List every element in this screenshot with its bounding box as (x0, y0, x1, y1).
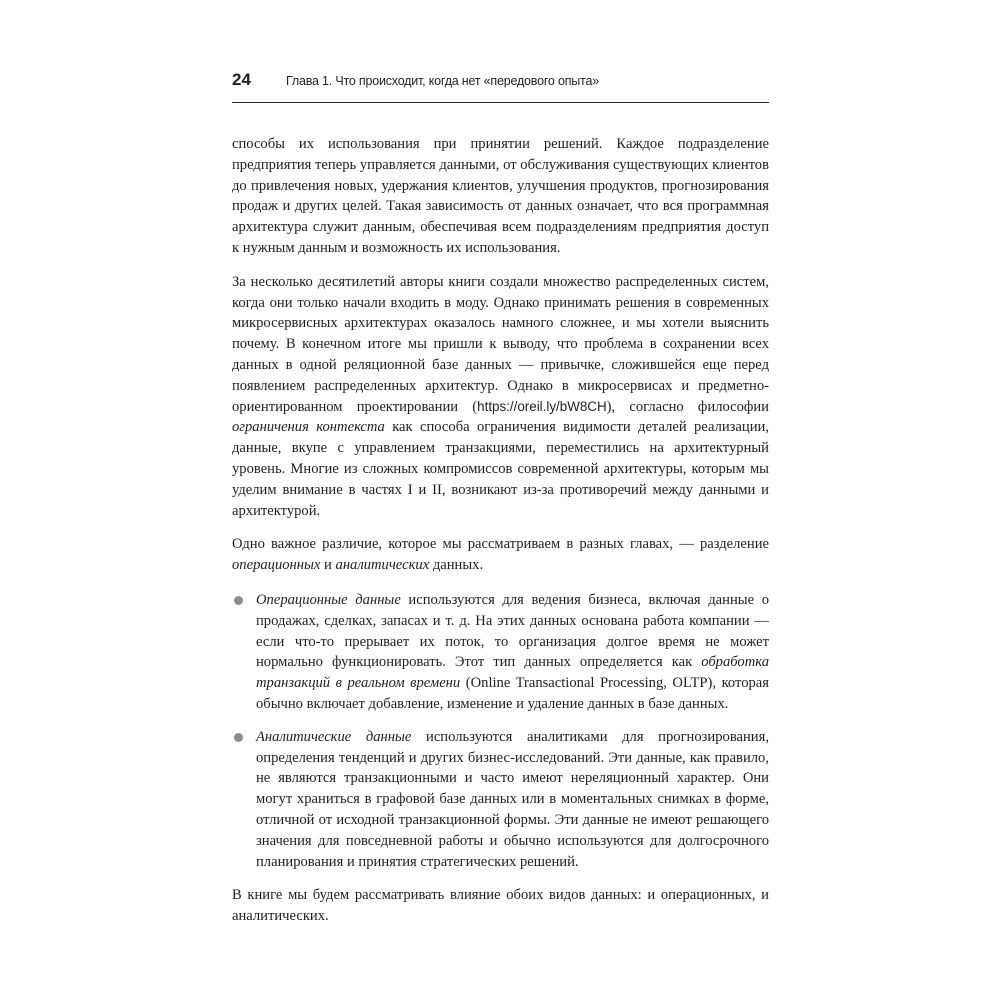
term-bounded-context: ограничения контекста (232, 419, 385, 436)
paragraph-4: В книге мы будем рассматривать влияние обоих видов данных: и операционных, и аналитических. (232, 887, 769, 925)
reference-link[interactable]: https://oreil.ly/bW8CH (477, 398, 607, 414)
term-analytical: аналитических (335, 557, 430, 574)
bullet-text: (Online Transactional Processing, OLTP), которая обычно включает добавление, изменение и удаление данных в базе данных. (256, 675, 769, 712)
page-number: 24 (232, 70, 251, 89)
paragraph-3-text-c: данных. (429, 557, 484, 574)
bullet-dot-icon (234, 733, 243, 742)
bullet-item-operational (232, 590, 769, 715)
term-operational: операционных (232, 557, 321, 574)
paragraph-3 (232, 534, 769, 576)
paragraph-2 (232, 272, 769, 522)
term-oltp: обработка транзакций в реальном времени (256, 654, 769, 692)
bullet-term: Аналитические данные (256, 728, 412, 745)
paragraph-1: способы их использования при принятии решений. Каждое подразделение предприятия теперь управляется данными, от обслуживания существующих клиентов до привлечения новых, удержания клиентов, улучшения продуктов, прогнозирования продаж и других целей. Такая зависимость от данных означает, что вся программная архитектура служит данным, обеспечивая всем подразделениям предприятия доступ к нужным данным и возможность их использования. (232, 136, 769, 256)
paragraph-2-text-b: ), согласно философии (606, 398, 769, 415)
body-text (232, 134, 769, 927)
running-head (232, 70, 769, 103)
bullet-text: используются аналитиками для прогнозирования, определения тенденций и других бизнес-исследований. Эти данные, как правило, не являются транзакционными и часто имеют нереляционный характер. Они могут храниться в графовой базе данных или в моментальных снимках в форме, отличной от исходной транзакционной формы. Эти данные не имеют решающего значения для повседневной работы и обычно используются для долгосрочного планирования и принятия стратегических решений. (256, 728, 769, 870)
bullet-dot-icon (234, 596, 243, 605)
paragraph-3-text-a: Одно важное различие, которое мы рассматриваем в разных главах, — разделение (232, 536, 769, 553)
bullet-list (232, 590, 769, 872)
bullet-item-analytical (232, 727, 769, 873)
chapter-title: Глава 1. Что происходит, когда нет «передового опыта» (286, 74, 599, 88)
paragraph-2-text-c: как способа ограничения видимости деталей реализации, данные, вкупе с управлением транзакциями, переместились на архитектурный уровень. Многие из сложных компромиссов современной архитектуры, которым мы уделим внимание в частях I и II, возникают из-за противоречий между данными и архитектурой. (232, 419, 769, 519)
book-page (232, 70, 769, 940)
bullet-text: используются для ведения бизнеса, включая данные о продажах, сделках, запасах и т. д. На этих данных основана работа компании — если что-то прерывает их поток, то организация долгое время не может нормально функционировать. Этот тип данных определяется как (256, 591, 769, 671)
paragraph-2-text-a: За несколько десятилетий авторы книги создали множество распределенных систем, когда они только начали входить в моду. Однако принимать решения в современных микросервисных архитектурах оказалось намного сложнее, и мы хотели выяснить почему. В конечном итоге мы пришли к выводу, что проблема в сохранении всех данных в одной реляционной базе данных — привычке, сложившейся еще перед появлением распределенных архитектур. Однако в микросервисах и предметно-ориентированном проектировании ( (232, 273, 769, 415)
bullet-term: Операционные данные (256, 591, 401, 608)
paragraph-3-text-b: и (320, 557, 336, 574)
